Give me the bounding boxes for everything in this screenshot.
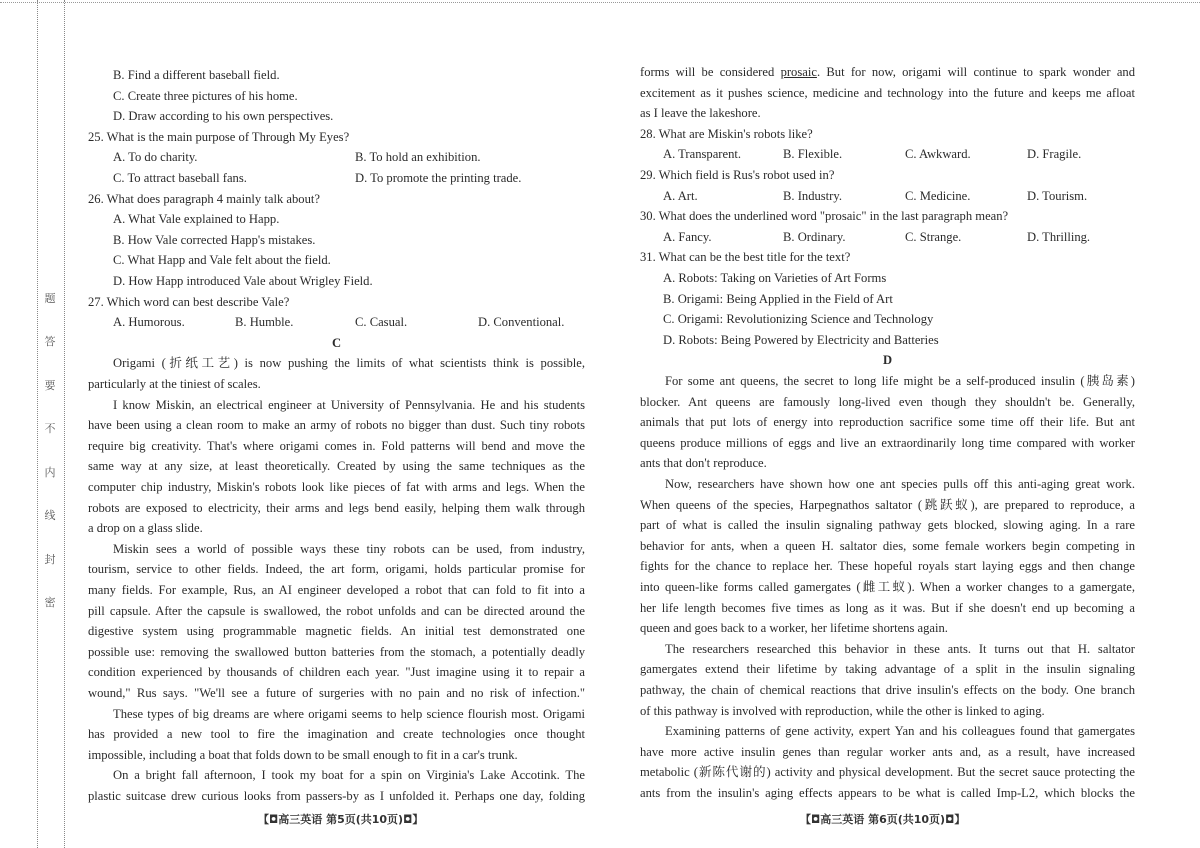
paragraph-line: metabolic (新陈代谢的) activity and physical development. But the secret sauce protecting the [640, 765, 1135, 780]
answer-option: D. How Happ introduced Vale about Wrigley Field. [113, 274, 373, 288]
question: 26. What does paragraph 4 mainly talk about? [88, 191, 320, 206]
answer-option: A. Robots: Taking on Varieties of Art Forms [663, 271, 887, 285]
paragraph-line: have been using a clean room to make an army of robots no bigger than dust. Such tiny robots [88, 418, 585, 433]
answer-options [640, 268, 1135, 288]
paragraph-line: Miskin sees a world of possible ways these tiny robots can be used, from industry, [113, 541, 585, 556]
question: 29. Which field is Rus's robot used in? [640, 168, 835, 182]
answer-option: D. Tourism. [1027, 188, 1088, 203]
paragraph-line: ants from the insulin's aging effects appears to be what is called Imp-L2, which blocks the [640, 786, 1135, 800]
answer-options [88, 168, 585, 188]
top-border [0, 2, 1200, 3]
answer-options [640, 227, 1135, 247]
section-heading: C [331, 335, 342, 350]
answer-option: D. To promote the printing trade. [355, 171, 522, 185]
answer-option: B. To hold an exhibition. [355, 150, 481, 165]
answer-option: C. Casual. [355, 315, 408, 330]
answer-options [88, 86, 585, 106]
paragraph-line: require big creativity. That's where origami comes in. Fold patterns will bend and move the [88, 438, 585, 453]
paragraph-line: impossible, including a boat that folds down to be small enough to fit in a car's trunk. [88, 747, 518, 762]
paragraph-line: of this pathway is involved with reproduction, while the other is linked to aging. [640, 703, 1045, 718]
answer-option: D. Robots: Being Powered by Electricity and Batteries [663, 332, 939, 347]
answer-option: C. Strange. [905, 229, 962, 244]
answer-options [640, 330, 1135, 350]
paragraph-line: robots are exposed to electricity, their arms and legs bend easily, helping them walk through [88, 500, 585, 515]
paragraph-line: plastic suitcase drew curious looks from passers-by as I unfolded it. Perhaps one day, folding [88, 789, 585, 803]
paragraph-line: blocker. Ant queens are famously long-lived even though they shouldn't be. Generally, [640, 394, 1135, 409]
answer-options [88, 147, 585, 167]
page-5-footer: 【◘高三英语 第5页(共10页)◘】 [258, 813, 424, 826]
paragraph-line: digestive system using programmable magnetic fields. An initial test demonstrated one [88, 624, 585, 639]
paragraph-line: Examining patterns of gene activity, expert Yan and his colleagues found that gamergates [665, 724, 1135, 739]
paragraph-line: many fields. For example, Rus, an AI engineer developed a robot that can fold to fit into a [88, 583, 585, 597]
answer-options [88, 271, 585, 291]
answer-option: C. Awkward. [905, 147, 971, 162]
paragraph-line: wound," Rus says. "We'll see a future of surgeries with no pain and no risk of infection." [88, 686, 585, 700]
answer-option: A. Fancy. [663, 229, 712, 244]
paragraph-line: pathway, the chain of chemical reactions that drive insulin's effects on the body. One branch [640, 683, 1135, 697]
paragraph-line: pill capsule. After the capsule is swallowed, the robot unfolds and can be directed around the [88, 603, 585, 618]
underlined-word: prosaic [780, 65, 817, 79]
paragraph-line: as I leave the lakeshore. [640, 106, 761, 121]
question: 31. What can be the best title for the text? [640, 250, 851, 265]
paragraph-line: gamergates extend their lifetime by taking advantage of a split in the insulin signaling [640, 662, 1135, 677]
question: 30. What does the underlined word "prosaic" in the last paragraph mean? [640, 209, 1009, 224]
margin-char: 要 [44, 378, 56, 392]
text-segment: . But for now, origami will continue to spark wonder and [816, 65, 1135, 79]
paragraph-line: have more active insulin genes than regular worker ants and, as a result, have increased [640, 744, 1135, 759]
margin-char: 密 [44, 595, 56, 609]
answer-options [640, 289, 1135, 309]
paragraph-line: has provided a new tool to fire the imagination and create technologies once thought [88, 727, 585, 742]
answer-option: B. Flexible. [783, 147, 843, 162]
paragraph-line: into queen-like forms called gamergates (雌工蚁). When a worker changes to a gamergate, [640, 580, 1135, 594]
paragraph-line: Origami (折纸工艺) is now pushing the limits of what scientists think is possible, [113, 356, 585, 371]
paragraph-line: queen and goes back to a worker, her lifetime shortens again. [640, 621, 948, 636]
answer-options [640, 144, 1135, 164]
answer-options [88, 106, 585, 126]
margin-char: 答 [44, 335, 56, 349]
paragraph-line: behavior for ants, when a queen H. saltator dies, some female workers begin competing in [640, 538, 1135, 553]
binding-line-inner [64, 0, 65, 848]
answer-option: B. Ordinary. [783, 229, 846, 244]
answer-options [88, 230, 585, 250]
answer-option: C. To attract baseball fans. [113, 171, 247, 185]
answer-options [88, 209, 585, 229]
answer-option: B. Industry. [783, 188, 843, 203]
answer-option: D. Thrilling. [1027, 229, 1091, 244]
paragraph-line: possible use: removing the swallowed button batteries from the stomach, a potentially deadly [88, 644, 585, 659]
answer-options [88, 312, 585, 332]
answer-options [88, 250, 585, 270]
answer-option: D. Fragile. [1027, 147, 1082, 162]
answer-option: A. What Vale explained to Happ. [113, 212, 280, 227]
paragraph-line: particularly at the tiniest of scales. [88, 377, 261, 391]
paragraph-line: When queens of the species, Harpegnathos saltator (跳跃蚁), are prepared to reproduce, a [640, 497, 1135, 512]
section-heading: D [882, 353, 893, 368]
paragraph-line: fights for the chance to replace her. These hopeful royals start laying eggs and then change [640, 559, 1135, 574]
binding-margin-notice [40, 290, 60, 610]
paragraph-line: queens produce millions of eggs and live an extraordinarily long time compared with worker [640, 435, 1135, 450]
margin-char: 线 [44, 509, 56, 523]
paragraph-line: ants that don't reproduce. [640, 456, 767, 471]
paragraph-line: On a bright fall afternoon, I took my boat for a spin on Virginia's Lake Accotink. The [113, 768, 585, 783]
answer-option: B. Origami: Being Applied in the Field of Art [663, 291, 893, 306]
question: 27. Which word can best describe Vale? [88, 294, 290, 309]
answer-option: D. Conventional. [478, 315, 565, 330]
margin-char: 内 [44, 465, 56, 479]
answer-options [88, 65, 585, 85]
answer-option: C. Origami: Revolutionizing Science and Technology [663, 312, 934, 327]
answer-options [640, 186, 1135, 206]
margin-char: 题 [44, 292, 56, 305]
binding-line-outer [37, 0, 38, 848]
paragraph-line [640, 62, 1135, 82]
paragraph-line: Now, researchers have shown how one ant species pulls off this anti-aging great work. [665, 477, 1135, 491]
answer-options [640, 309, 1135, 329]
paragraph-line: condition experienced by thousands of children each year. "Just imagine using it to repair a [88, 665, 585, 680]
answer-option: A. Humorous. [113, 315, 185, 330]
paragraph-line: animals that put lots of energy into reproduction sacrifice some time off their life. But ant [640, 415, 1135, 430]
paragraph-line: computer chip industry, Miskin's robots look like pieces of fat with arms and legs. When the [88, 480, 585, 494]
question: 28. What are Miskin's robots like? [640, 126, 813, 141]
answer-option: C. What Happ and Vale felt about the field. [113, 253, 331, 268]
answer-option: A. To do charity. [113, 150, 198, 165]
paragraph-line: tourism, service to other fields. Indeed, the art form, origami, holds particular promise for [88, 562, 585, 577]
margin-char: 不 [44, 422, 56, 436]
paragraph-line: excitement as it pushes science, medicine and technology into the future and keeps me afloat [640, 85, 1135, 100]
paragraph-line: a drop on a glass slide. [88, 521, 203, 536]
paragraph-line: same way at any size, at least theoretically. Created by using the same techniques as the [88, 459, 585, 474]
answer-option: B. Find a different baseball field. [113, 68, 280, 82]
answer-option: D. Draw according to his own perspectives. [113, 109, 334, 124]
answer-option: A. Art. [663, 188, 698, 203]
answer-option: C. Medicine. [905, 188, 971, 203]
margin-char: 封 [44, 552, 56, 566]
paragraph-line: The researchers researched this behavior in these ants. It turns out that H. saltator [665, 641, 1135, 656]
paragraph-line: For some ant queens, the secret to long life might be a self-produced insulin (胰岛素) [665, 374, 1135, 388]
question: 25. What is the main purpose of Through My Eyes? [88, 129, 350, 144]
paragraph-line: part of what is called the insulin signaling pathway gets blocked, slowing aging. In a rare [640, 518, 1135, 533]
paragraph-line: These types of big dreams are where origami seems to help science flourish most. Origami [113, 706, 585, 721]
answer-option: B. Humble. [235, 315, 294, 330]
paragraph-line: I know Miskin, an electrical engineer at University of Pennsylvania. He and his students [113, 397, 585, 412]
page-6-footer: 【◘高三英语 第6页(共10页)◘】 [800, 813, 966, 826]
text-segment: forms will be considered [640, 65, 781, 79]
answer-option: A. Transparent. [663, 147, 742, 162]
paragraph-line: her life length becomes five times as long as it was. But if she doesn't end up becoming a [640, 600, 1135, 615]
answer-option: B. How Vale corrected Happ's mistakes. [113, 232, 316, 247]
answer-option: C. Create three pictures of his home. [113, 88, 298, 103]
